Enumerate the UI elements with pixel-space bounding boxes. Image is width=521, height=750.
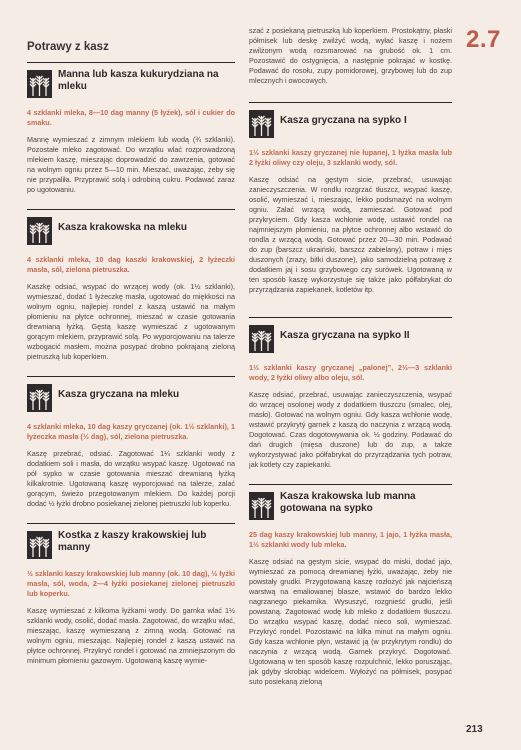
wheat-icon xyxy=(27,384,52,412)
recipe-ingredients: 1½ szklanki kaszy gryczanej „palonej”, 2½—3 szklanki wody, 2 łyżki oliwy albo oleju, sól. xyxy=(249,363,452,382)
recipe-kasza-krakowska xyxy=(27,209,235,362)
recipe-krakowska-sypko xyxy=(249,484,452,687)
wheat-icon xyxy=(27,531,52,559)
recipe-ingredients: 4 szklanki mleka, 10 dag kaszki krakowskiej, 2 łyżeczki masła, sól, zielona pietruszka. xyxy=(27,255,235,274)
recipe-header xyxy=(27,523,235,561)
recipe-kostka xyxy=(27,523,235,666)
wheat-icon xyxy=(27,70,52,98)
recipe-method: Kaszę odsiać na gęstym sicie, przebrać, usuwając zanieczyszczenia. W rondlu rozgrzać tłuszcz, wsypać kaszę, osolić, wymieszać i, mieszając, lekko podsmażyć na wolnym ogniu. Zalać wrzącą wodą, zamieszać. Gotować pod przykryciem. Gdy kasza wchłonie wodę, ustawić rondel na najmniejszym płomieniu, na płytce ochronnej albo wstawić do rondla z wrzącą wodą. Gotować przez 20—30 min. Podawać do zup (barszcz ukraiński, barszcz zabielany), potraw i mięs duszonych (zrazy, bitki duszone), jako samodzielną potrawę z dodatkiem jaj i sosu grzybowego czy surówek. Ugotowaną w ten sposób kaszę wykorzystuje się także jako półfabrykat do przyrządzania zapiekanek, kotletów itp. xyxy=(249,175,452,294)
continued-text: szać z posiekaną pietruszką lub koperkiem. Prostokątny, płaski półmisek lub deskę zwilżyć wodą, wyłać kaszę i nożem zwilżonym wodą rozsmarować na grubość ok. 1 cm. Pozostawić do ostygnięcia, a następnie pokrajać w kostkę. Podawać do rosołu, zupy pomidorowej, grzybowej lub do zup mlecznych i owocowych. xyxy=(249,26,452,85)
recipe-header xyxy=(249,484,452,522)
recipe-ingredients: 4 szklanki mleka, 8—10 dag manny (5 łyżek), sól i cukier do smaku. xyxy=(27,108,235,127)
right-column xyxy=(249,26,452,687)
wheat-icon xyxy=(249,110,274,138)
recipe-gryczana-sypko-1 xyxy=(249,102,452,295)
wheat-icon xyxy=(27,217,52,245)
recipe-method: Kaszę przebrać, odsiać. Zagotować 1¼ szklanki wody z dodatkiem soli i masła, do wrzątku wsypać kaszę. Ugotować na pół sypko w czasie gotowania mieszać drewnianą łyżką kilkakrotnie. Ugotowaną kaszę wyporcjować na talerze, zalać gorącym, świeżo przegotowanym mlekiem. Do każdej porcji dodać ½ łyżki drobno posiekanej zielonej pietruszki lub koperku. xyxy=(27,449,235,508)
recipe-title: Kasza krakowska lub manna gotowana na sypko xyxy=(280,491,416,514)
recipe-ingredients: 1½ szklanki kaszy gryczanej nie łupanej, 1 łyżka masła lub 2 łyżki oliwy czy oleju, 3 szklanki wody, sól. xyxy=(249,148,452,167)
wheat-icon xyxy=(249,492,274,520)
recipe-title: Manna lub kasza kukurydziana na mleku xyxy=(58,69,219,92)
section-title: Potrawy z kasz xyxy=(27,41,109,53)
recipe-title: Kostka z kaszy krakowskiej lub manny xyxy=(58,530,207,553)
recipe-manna xyxy=(27,62,235,195)
recipe-title: Kasza krakowska na mleku xyxy=(58,222,187,233)
recipe-method: Kaszę odsiać na gęstym sicie, wsypać do miski, dodać jajo, wymieszać za pomocą drewnianej łyżki, uważając, żeby nie powstały grudki. Przygotowaną kaszę rozłożyć jak najcieńszą warstwą na emaliowanej blasze, wstawić do bardzo lekko nagrzanego piekarnika. Wysuszyć, rozgnieść grudki, jeśli powstaną. Zagotować wodę lub mleko z dodatkiem tłuszczu. Do wrzątku wsypać kaszę, dodać nieco soli, wymieszać. Przykryć rondel. Pozostawić na kilka minut na małym ogniu. Gdy kasza wchłonie płyn, wstawić ją (w przykrytym rondlu) do naczynia z wrzącą wodą. Garnek przykryć. Dogotować. Ugotowaną w ten sposób kaszę rozpulchnić, lekko porusząjąc, jak gdyby skrobiąc widelcem. Wyłożyć na półmisek, posypać suto posiekaną zieloną xyxy=(249,557,452,686)
page-number: 213 xyxy=(466,724,483,735)
recipe-title: Kasza gryczana na sypko I xyxy=(280,115,407,126)
left-column xyxy=(27,40,235,666)
recipe-gryczana-sypko-2 xyxy=(249,317,452,470)
recipe-header xyxy=(27,376,235,414)
recipe-method: Kaszę odsiać, przebrać, usuwając zanieczyszczenia, wsypać do wrzącej osolonej wody z dodatkiem tłuszczu (smalec, olej, masło). Gotować na wolnym ogniu. Gdy kasza wchłonie wodę, wstawić przykrytý garnek z kaszą do naczynia z wrzącą wodą. Dogotować. Czas dogotowywania ok. ½ godziny. Podawać do dań drugich (mięsa duszone) lub do zup, a także wykorzystywać jako półfabrykat do przyrządzania tych potraw, jak kotlety czy zapiekanki. xyxy=(249,390,452,469)
wheat-icon xyxy=(249,325,274,353)
recipe-ingredients: ½ szklanki kaszy krakowskiej lub manny (ok. 10 dag), ½ łyżki masła, sól, woda, 2—4 łyżki posiekanej zielonej pietruszki lub koperku. xyxy=(27,569,235,598)
recipe-title: Kasza gryczana na sypko II xyxy=(280,330,410,341)
recipe-ingredients: 4 szklanki mleka, 10 dag kaszy gryczanej (ok. 1½ szklanki), 1 łyżeczka masła (½ dag), sól, zielona pietruszka. xyxy=(27,422,235,441)
recipe-ingredients: 25 dag kaszy krakowskiej lub manny, 1 jajo, 1 łyżka masła, 1½ szklanki wody lub mleka. xyxy=(249,530,452,549)
chapter-number: 2.7 xyxy=(466,26,501,53)
recipe-method: Kaszkę odsiać, wsypać do wrzącej wody (ok. 1½ szklanki), wymieszać, dodać 1 łyżeczkę masła, ugotować do miękkości na wolnym ogniu, najlepiej rondel z kaszą ustawić na małym płomieniu na płytce ochronnej, mieszać w czasie gotowania drewnianą łyżką. Gęstą kaszę wymieszać z ugotowanym gorącym mlekiem, przyprawić solą. Po wyporcjowaniu na talerze wzbogacić masłem, można posypać drobno pokrajaną zieloną pietruszką lub koperkiem. xyxy=(27,282,235,361)
recipe-header xyxy=(249,102,452,140)
recipe-header xyxy=(27,62,235,100)
recipe-header xyxy=(27,209,235,247)
recipe-kasza-gryczana-mleko xyxy=(27,376,235,509)
recipe-method: Mannę wymieszać z zimnym mlekiem lub wodą (¾ szklanki). Pozostałe mleko zagotować. Do wrzątku wlać rozprowadzoną mlekiem kaszę, mieszając doprowadzić do zawrzenia, gotować na wolnym ogniu przez 5—10 min. Mieszać, uważając, żeby się nie przypaliła. Przyprawić solą i odrobiną cukru. Podawać zaraz po ugotowaniu. xyxy=(27,135,235,194)
recipe-title: Kasza gryczana na mleku xyxy=(58,389,180,400)
recipe-method: Kaszę wymieszać z kilkoma łyżkami wody. Do garnka wlać 1½ szklanki wody, osolić, dodać masła. Zagotować, do wrzątku wlać, mieszając, kaszę wymieszaną z zimną wodą. Gotować na wolnym ogniu, mieszając. Najlepiej rondel z kaszą ustawić na płytce ochronnej. Przykryć rondel i gotować na zmniejszonym do minimum płomieniu gazowym. Ugotowaną kaszę wymie- xyxy=(27,606,235,665)
recipe-header xyxy=(249,317,452,355)
